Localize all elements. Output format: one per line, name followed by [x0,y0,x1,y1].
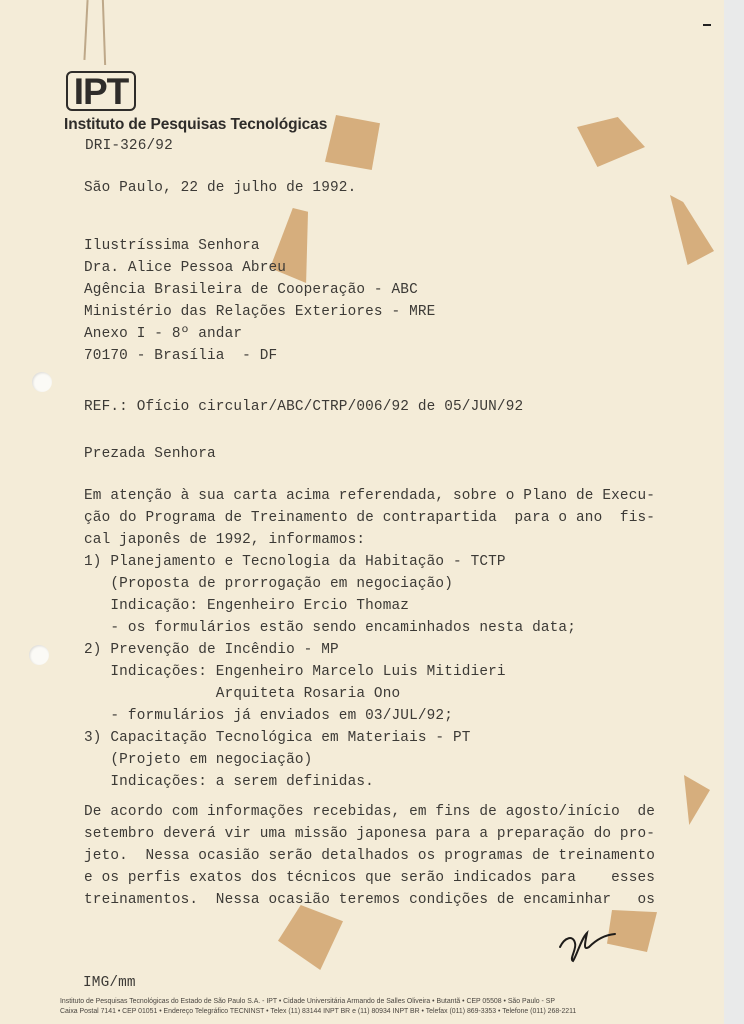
ref-line: REF.: Ofício circular/ABC/CTRP/006/92 de 05/JUN/92 [84,399,524,415]
tape-residue [325,115,380,170]
typist-initials: IMG/mm [83,975,136,991]
pen-stroke-mark [102,0,106,65]
footer-line: Instituto de Pesquisas Tecnológicas do Estado de São Paulo S.A. - IPT • Cidade Universitária Armando de Salles Oliveira • Butantã • CEP 05508 • São Paulo - SP [60,998,555,1005]
closing-line: e os perfis exatos dos técnicos que serão indicados para esses [84,870,656,886]
addressee-line: Ministério das Relações Exteriores - MRE [84,304,436,320]
tape-residue [684,775,710,825]
body-line: Arquiteta Rosaria Ono [84,686,401,702]
pen-stroke-mark [83,0,88,60]
body-line: Em atenção à sua carta acima referendada, sobre o Plano de Execu- [84,488,656,504]
tape-residue [577,117,645,167]
handwritten-initials [555,915,625,965]
body-line: Indicações: a serem definidas. [84,774,374,790]
tape-residue [278,905,343,970]
ipt-logo-text: IPT [73,71,129,112]
body-line: 3) Capacitação Tecnológica em Materiais - PT [84,730,471,746]
footer-line: Caixa Postal 7141 • CEP 01051 • Endereço Telegráfico TECNINST • Telex (11) 83144 INPT BR e (11) 80934 INPT BR • Telefax (011) 869-3353 • Telefone (011) 268-2211 [60,1008,577,1015]
closing-line: setembro deverá vir uma missão japonesa para a preparação do pro- [84,826,656,842]
body-line: Indicação: Engenheiro Ercio Thomaz [84,598,410,614]
date-line: São Paulo, 22 de julho de 1992. [84,180,357,196]
addressee-line: 70170 - Brasília - DF [84,348,278,364]
tape-residue [670,195,714,265]
addressee-line: Anexo I - 8º andar [84,326,243,342]
ipt-logo [66,71,136,111]
closing-line: treinamentos. Nessa ocasião teremos condições de encaminhar os [84,892,656,908]
body-line: (Proposta de prorrogação em negociação) [84,576,454,592]
closing-line: jeto. Nessa ocasião serão detalhados os programas de treinamento [84,848,656,864]
addressee-line: Agência Brasileira de Cooperação - ABC [84,282,418,298]
body-line: ção do Programa de Treinamento de contrapartida para o ano fis- [84,510,656,526]
edge-dash-mark [703,24,711,26]
closing-line: De acordo com informações recebidas, em fins de agosto/início de [84,804,656,820]
addressee-line: Ilustríssima Senhora [84,238,260,254]
body-line: 1) Planejamento e Tecnologia da Habitação - TCTP [84,554,506,570]
body-line: - os formulários estão sendo encaminhados nesta data; [84,620,577,636]
institution-name: Instituto de Pesquisas Tecnológicas [64,116,328,133]
body-line: Indicações: Engenheiro Marcelo Luis Mitidieri [84,664,506,680]
body-line: (Projeto em negociação) [84,752,313,768]
body-line: - formulários já enviados em 03/JUL/92; [84,708,454,724]
salutation: Prezada Senhora [84,446,216,462]
punch-hole [29,645,49,665]
punch-hole [32,372,52,392]
body-line: 2) Prevenção de Incêndio - MP [84,642,339,658]
reference-code: DRI-326/92 [85,138,173,154]
addressee-line: Dra. Alice Pessoa Abreu [84,260,287,276]
body-line: cal japonês de 1992, informamos: [84,532,366,548]
